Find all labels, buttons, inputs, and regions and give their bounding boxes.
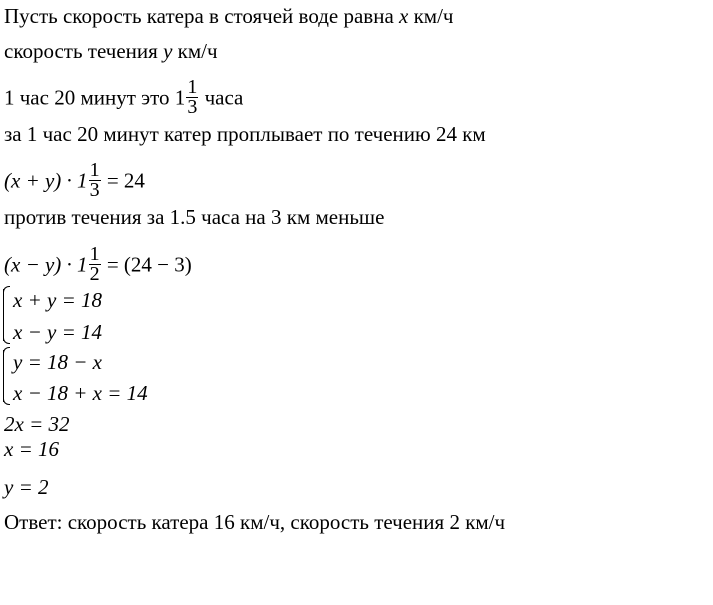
- system2-eq1: y = 18 − x: [13, 350, 102, 374]
- result-2x: 2x = 32: [4, 412, 70, 436]
- fraction-one-half: $\frac{1}{2}$: [89, 243, 100, 285]
- line-time: [4, 76, 244, 119]
- line-own-speed: [4, 4, 453, 28]
- fraction-one-third: $\frac{1}{3}$: [89, 159, 100, 201]
- text-time: 1 час 20 минут это 1: [4, 85, 186, 110]
- answer-line: Ответ: скорость катера 16 км/ч, скорость течения 2 км/ч: [4, 510, 506, 534]
- equation-downstream: (x + y) · 1 $\frac{1}{3}$ = 24: [4, 159, 145, 201]
- text-own-speed: Пусть скорость катера в стоячей воде равна: [4, 4, 394, 28]
- line-upstream: против течения за 1.5 часа на 3 км меньше: [4, 205, 385, 229]
- system-brace-1: [3, 289, 11, 341]
- var-x: x: [399, 4, 409, 28]
- system1-eq2: x − y = 14: [13, 320, 102, 344]
- system2-eq2: x − 18 + x = 14: [13, 381, 148, 405]
- equation-upstream: (x − y) · 1 $\frac{1}{2}$ = (24 − 3): [4, 243, 192, 285]
- result-x: x = 16: [4, 437, 59, 461]
- var-y: y: [163, 39, 173, 63]
- system-brace-2: [3, 350, 11, 402]
- unit-kmh: км/ч: [177, 39, 218, 63]
- unit-kmh: км/ч: [413, 4, 454, 28]
- text-hours: часа: [204, 85, 244, 110]
- line-current-speed: [4, 39, 218, 63]
- text-current-speed: скорость течения: [4, 39, 158, 63]
- fraction-one-third: $\frac{1}{3}$: [187, 76, 198, 118]
- system1-eq1: x + y = 18: [13, 288, 102, 312]
- result-y: y = 2: [4, 475, 49, 499]
- line-downstream: за 1 час 20 минут катер проплывает по течению 24 км: [4, 122, 486, 146]
